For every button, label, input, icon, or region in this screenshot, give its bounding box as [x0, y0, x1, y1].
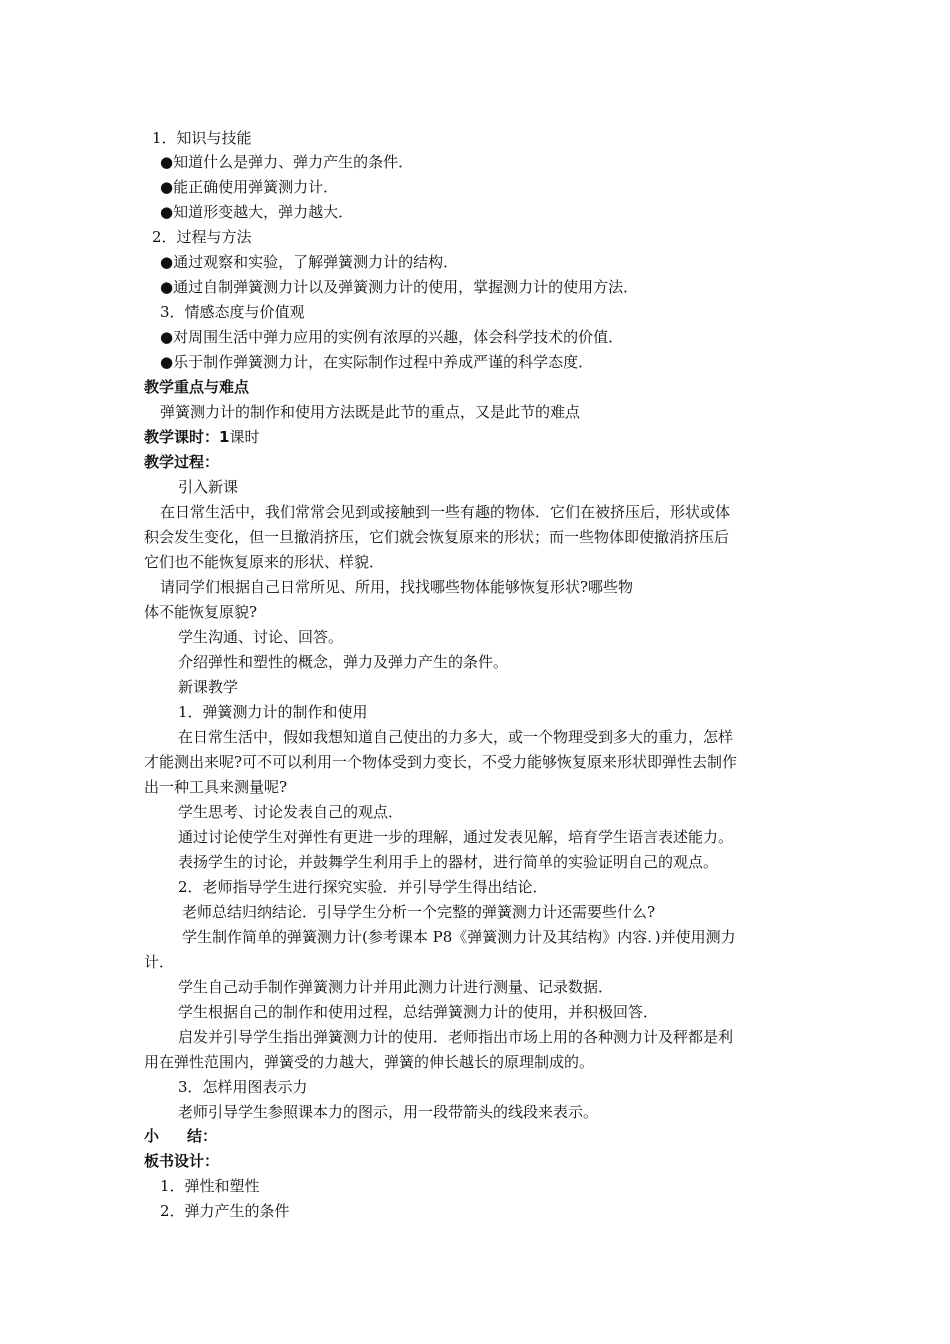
summary-heading	[144, 1124, 217, 1148]
intro-question-line: 体不能恢复原貌?	[144, 603, 258, 621]
section-2-paragraph: 老师总结归纳结论．引导学生分析一个完整的弹簧测力计还需要些什么?	[182, 903, 656, 921]
summary-heading-part: 小	[144, 1127, 160, 1145]
objective-heading-knowledge: 1．知识与技能	[152, 129, 252, 147]
objective-heading-attitude: 3．情感态度与价值观	[160, 303, 305, 321]
section-3-title: 3．怎样用图表示力	[178, 1078, 308, 1096]
student-discuss: 学生沟通、讨论、回答。	[178, 628, 344, 646]
intro-question-line: 请同学们根据自己日常所见、所用，找找哪些物体能够恢复形状?哪些物	[160, 578, 634, 596]
summary-heading-part: 结：	[187, 1127, 218, 1145]
intro-concept: 介绍弹性和塑性的概念，弹力及弹力产生的条件。	[178, 653, 509, 671]
section-2-paragraph-line: 用在弹性范围内，弹簧受的力越大，弹簧的伸长越长的原理制成的。	[144, 1053, 595, 1071]
section-2-paragraph: 学生根据自己的制作和使用过程，总结弹簧测力计的使用，并积极回答．	[178, 1003, 659, 1021]
section-3-paragraph: 老师引导学生参照课本力的图示，用一段带箭头的线段来表示。	[178, 1103, 599, 1121]
objective-item: ●乐于制作弹簧测力计，在实际制作过程中养成严谨的科学态度．	[160, 353, 594, 371]
section-1-paragraph: 表扬学生的讨论，并鼓舞学生利用手上的器材，进行简单的实验证明自己的观点。	[178, 853, 719, 871]
board-heading: 板书设计：	[144, 1152, 220, 1170]
lesson-hours-heading: 教学课时：	[144, 428, 220, 446]
objective-item: ●对周围生活中弹力应用的实例有浓厚的兴趣，体会科学技术的价值．	[160, 328, 624, 346]
lesson-hours-line	[144, 425, 259, 449]
objective-item: ●知道形变越大，弹力越大．	[160, 203, 354, 221]
section-1-paragraph-line: 出一种工具来测量呢?	[144, 778, 288, 796]
section-1-title: 1．弹簧测力计的制作和使用	[178, 703, 368, 721]
objective-item: ●通过自制弹簧测力计以及弹簧测力计的使用，掌握测力计的使用方法．	[160, 278, 639, 296]
section-2-title: 2．老师指导学生进行探究实验．并引导学生得出结论．	[178, 878, 548, 896]
section-2-paragraph-line: 启发并引导学生指出弹簧测力计的使用．老师指出市场上用的各种测力计及秤都是利	[178, 1028, 734, 1046]
section-1-paragraph-line: 在日常生活中，假如我想知道自己使出的力多大，或一个物理受到多大的重力，怎样	[178, 728, 734, 746]
section-1-paragraph: 通过讨论使学生对弹性有更进一步的理解，通过发表见解，培育学生语言表述能力。	[178, 828, 734, 846]
objective-heading-process: 2．过程与方法	[152, 228, 252, 246]
key-points-heading: 教学重点与难点	[144, 378, 250, 396]
key-points-text: 弹簧测力计的制作和使用方法既是此节的重点，又是此节的难点	[160, 403, 581, 421]
board-item: 1．弹性和塑性	[160, 1177, 260, 1195]
section-2-paragraph: 学生自己动手制作弹簧测力计并用此测力计进行测量、记录数据．	[178, 978, 614, 996]
objective-item: ●能正确使用弹簧测力计．	[160, 178, 339, 196]
section-1-paragraph-line: 才能测出来呢?可不可以利用一个物体受到力变长，不受力能够恢复原来形状即弹性去制作	[144, 753, 738, 771]
lesson-hours-count: 1	[219, 428, 230, 446]
section-1-paragraph: 学生思考、讨论发表自己的观点．	[178, 803, 404, 821]
intro-paragraph-line: 积会发生变化，但一旦撤消挤压，它们就会恢复原来的形状；而一些物体即使撤消挤压后	[144, 528, 730, 546]
intro-paragraph-line: 它们也不能恢复原来的形状、样貌．	[144, 553, 385, 571]
lesson-hours-unit: 课时	[229, 428, 260, 446]
objective-item: ●知道什么是弹力、弹力产生的条件．	[160, 153, 414, 171]
new-lesson-title: 新课教学	[178, 678, 239, 696]
process-heading: 教学过程：	[144, 453, 220, 471]
section-2-paragraph-line: 计．	[144, 953, 175, 971]
section-2-paragraph-line: 学生制作简单的弹簧测力计(参考课本 P8《弹簧测力计及其结构》内容．)并使用测力	[182, 928, 736, 946]
intro-title: 引入新课	[178, 478, 239, 496]
objective-item: ●通过观察和实验，了解弹簧测力计的结构．	[160, 253, 459, 271]
intro-paragraph-line: 在日常生活中，我们常常会见到或接触到一些有趣的物体．它们在被挤压后，形状或体	[160, 503, 731, 521]
board-item: 2．弹力产生的条件	[160, 1202, 290, 1220]
